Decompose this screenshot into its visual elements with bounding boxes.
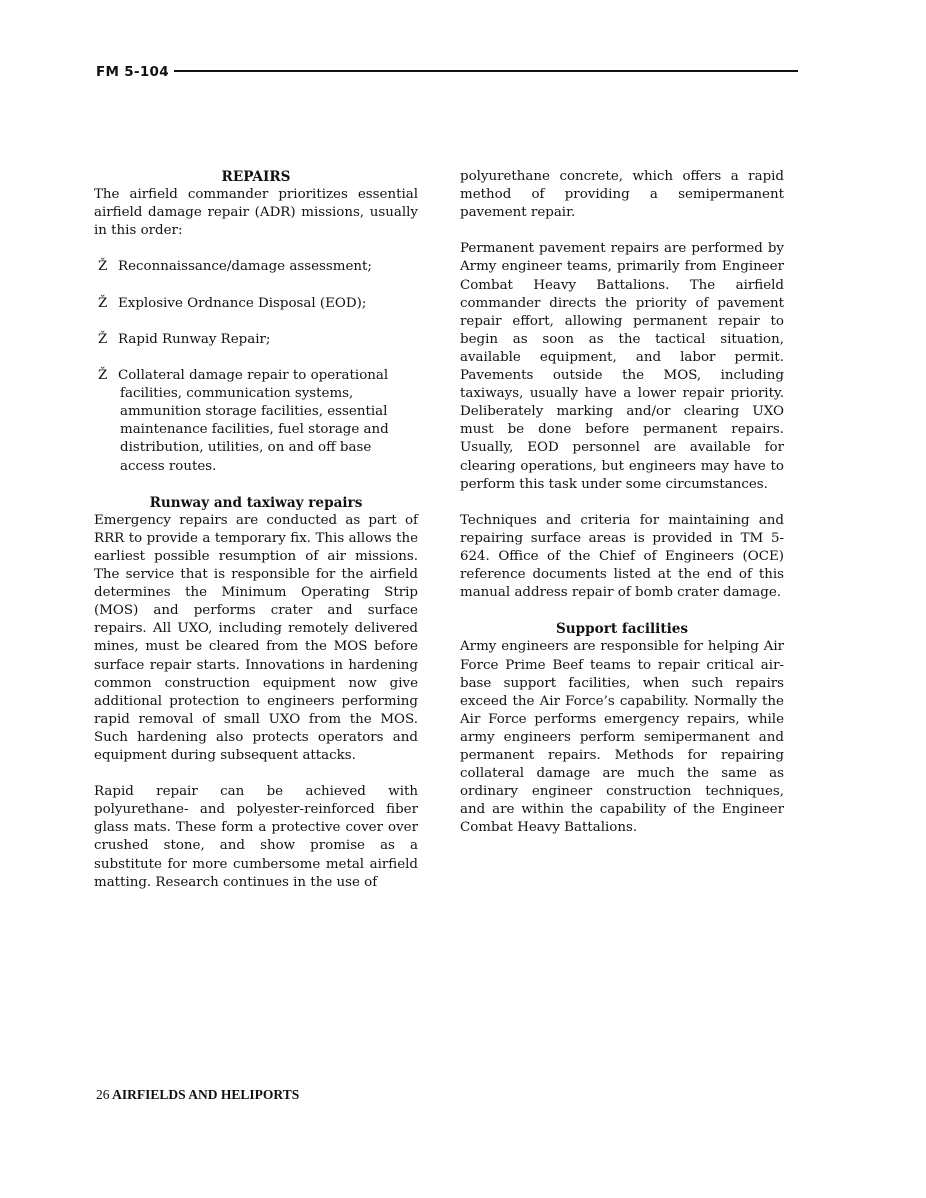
list-item-text: Collateral damage repair to operational facilities, communication systems, ammunition storage facilities, essential maintenance facilities, fuel storage and distribution, utilities, on and off base access routes. <box>118 368 389 474</box>
rapid-repair-paragraph: Rapid repair can be achieved with polyurethane- and polyester-reinforced fiber glass mats. These form a protective cover over crushed stone, and show promise as a substitute for more cumbersome metal airfield matting. Research continues in the use of <box>94 784 418 890</box>
list-item-text: Rapid Runway Repair; <box>118 331 271 347</box>
permanent-repairs-paragraph: Permanent pavement repairs are performed by Army engineer teams, primarily from Engineer Combat Heavy Battalions. The airfield commander directs the priority of pavement repair effort, allowing permanent repair to begin as soon as the tactical situation, available equipment, and labor permit. Pavements outside the MOS, including taxiways, usually have a lower repair priority. Deliberately marking and/or clearing UXO must be done before permanent repairs. Usually, EOD personnel are available for clearing operations, but engineers may have to perform this task under some circumstances. <box>460 241 784 492</box>
left-column <box>94 168 418 892</box>
polyurethane-paragraph: polyurethane concrete, which offers a rapid method of providing a semipermanent pavement repair. <box>460 169 784 221</box>
footer-title: AIRFIELDS AND HELIPORTS <box>112 1087 300 1102</box>
support-facilities-paragraph: Army engineers are responsible for helping Air Force Prime Beef teams to repair critical air-base support facilities, when such repairs exceed the Air Force’s capability. Normally the Air Force performs emergency repairs, while army engineers perform semipermanent and permanent repairs. Methods for repairing collateral damage are much the same as ordinary engineer construction techniques, and are within the capability of the Engineer Combat Heavy Battalions. <box>460 639 784 836</box>
list-item <box>94 295 418 313</box>
page-footer <box>96 1087 299 1103</box>
bullet-mark: Ž <box>98 295 108 311</box>
section-heading-repairs: REPAIRS <box>221 169 291 185</box>
bullet-mark: Ž <box>98 368 108 384</box>
subheading-runway-taxiway: Runway and taxiway repairs <box>149 494 363 511</box>
list-item-text: Reconnaissance/damage assessment; <box>118 259 372 275</box>
list-item <box>94 367 418 476</box>
list-item <box>94 258 418 276</box>
bullet-mark: Ž <box>98 331 108 347</box>
header-rule <box>174 70 798 72</box>
runway-paragraph: Emergency repairs are conducted as part of RRR to provide a temporary fix. This allows the earliest possible resumption of air missions. The service that is responsible for the airfield determines the Minimum Operating Strip (MOS) and performs crater and surface repairs. All UXO, including remotely delivered mines, must be cleared from the MOS before surface repair starts. Innovations in hardening common construction equipment now give additional protection to engineers performing rapid removal of small UXO from the MOS. Such hardening also protects operators and equipment during subsequent attacks. <box>94 512 418 763</box>
bullet-mark: Ž <box>98 259 108 275</box>
techniques-paragraph: Techniques and criteria for maintaining and repairing surface areas is provided in TM 5-624. Office of the Chief of Engineers (OCE) reference documents listed at the end of this manual address repair of bomb crater damage. <box>460 512 784 601</box>
list-item-text: Explosive Ordnance Disposal (EOD); <box>118 295 367 311</box>
repairs-intro: The airfield commander prioritizes essential airfield damage repair (ADR) missions, usually in this order: <box>94 187 418 239</box>
list-item <box>94 331 418 349</box>
right-column <box>460 168 784 837</box>
subheading-support-facilities: Support facilities <box>555 621 689 638</box>
page-number: 26 <box>96 1087 110 1102</box>
running-header <box>96 62 798 82</box>
manual-code: FM 5-104 <box>96 64 169 80</box>
